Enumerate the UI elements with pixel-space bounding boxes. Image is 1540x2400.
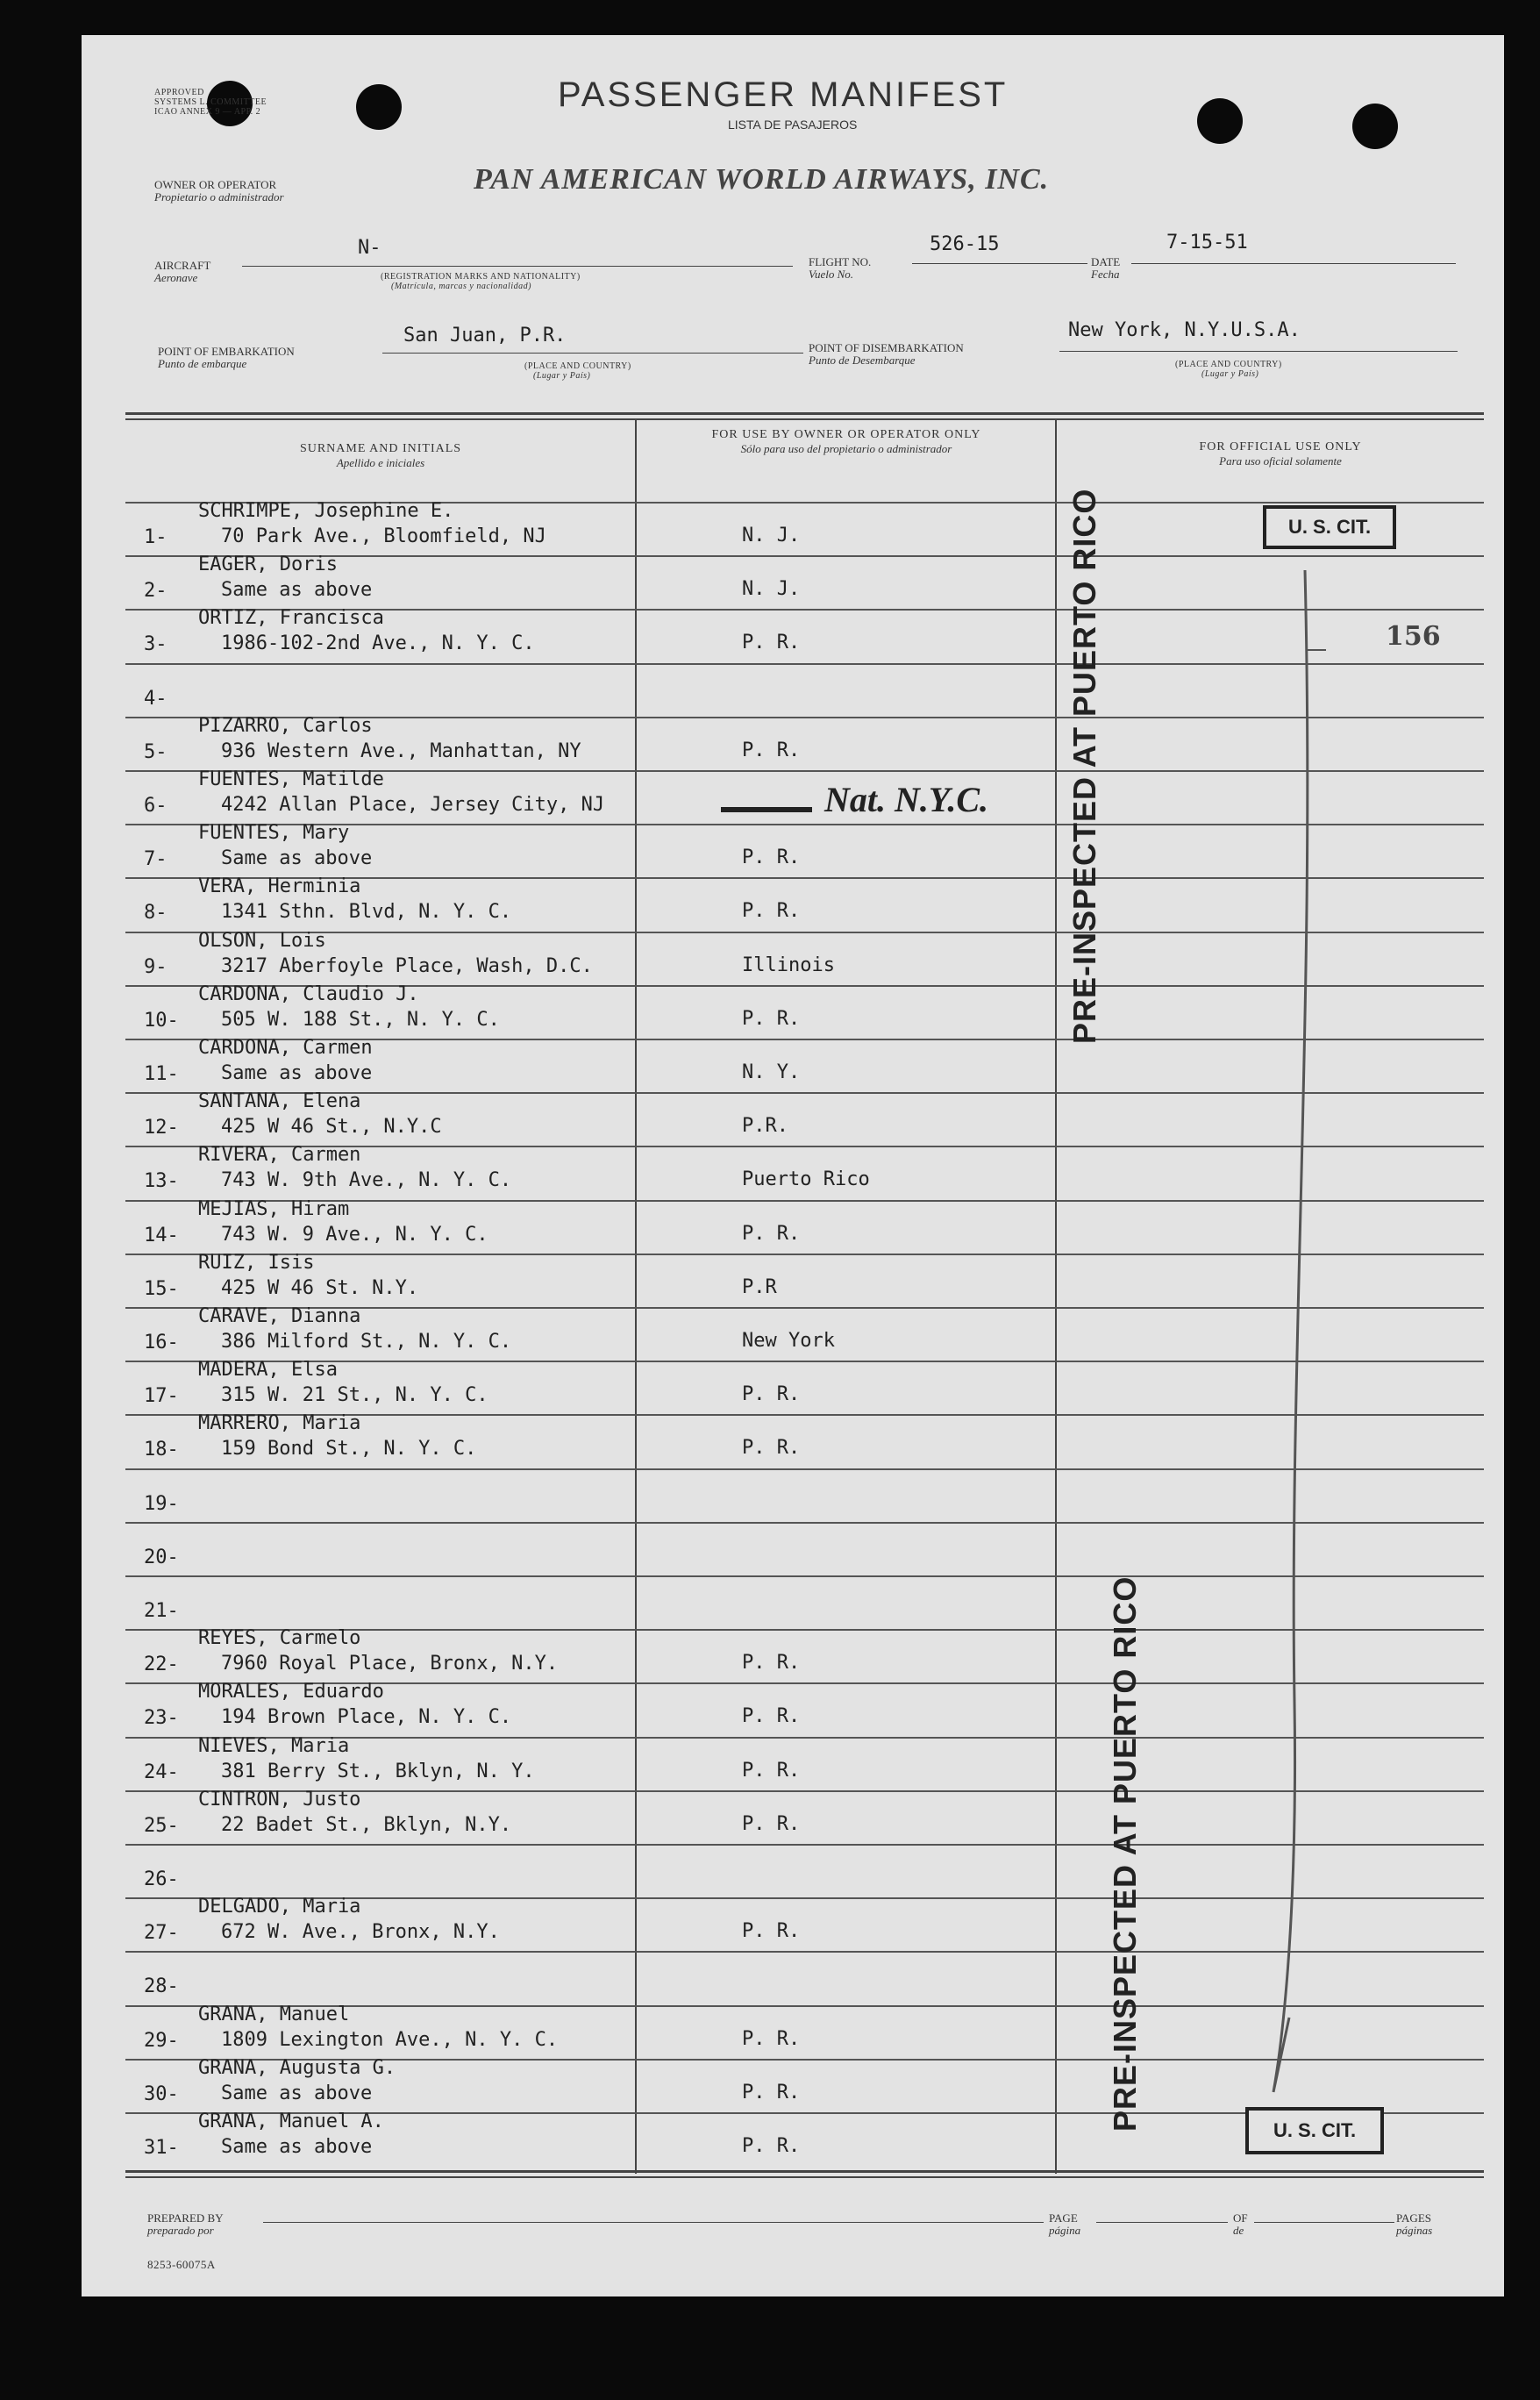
of-label-es: de	[1233, 2224, 1244, 2237]
passenger-address: Same as above	[221, 847, 373, 869]
form-code: 8253-60075A	[147, 2258, 216, 2271]
passenger-address: Same as above	[221, 2082, 373, 2104]
passenger-origin: P. R.	[742, 1760, 801, 1782]
date-value: 7-15-51	[1166, 232, 1248, 254]
prepared-by-label: PREPARED BY	[147, 2211, 224, 2225]
column-divider	[635, 419, 637, 2174]
date-label-es: Fecha	[1091, 268, 1120, 281]
row-number: 3-	[144, 633, 168, 655]
registration-caption: (REGISTRATION MARKS AND NATIONALITY)	[381, 272, 581, 282]
place-caption-es: (Lugar y País)	[1201, 369, 1259, 379]
flight-label: FLIGHT NO.	[809, 255, 872, 268]
aircraft-value: N-	[358, 237, 381, 259]
divider	[382, 353, 803, 354]
column-header-text: SURNAME AND INITIALS	[299, 442, 462, 455]
table-bottom-rule	[125, 2176, 1484, 2178]
passenger-origin: P. R.	[742, 632, 801, 654]
row-number: 11-	[144, 1063, 179, 1085]
passenger-origin: P. R.	[742, 2135, 801, 2157]
passenger-name: SCHRIMPE, Josephine E.	[198, 500, 454, 522]
row-number: 13-	[144, 1170, 179, 1192]
registration-caption-es: (Matrícula, marcas y nacionalidad)	[391, 282, 531, 291]
passenger-origin: Puerto Rico	[742, 1168, 870, 1190]
passenger-name: GRANA, Manuel	[198, 2004, 350, 2025]
passenger-origin: P. R.	[742, 1008, 801, 1030]
approval-block	[154, 88, 365, 117]
page-label: PAGE	[1049, 2211, 1078, 2225]
passenger-name: DELGADO, Maria	[198, 1896, 361, 1918]
row-number: 10-	[144, 1010, 179, 1032]
place-caption-es: (Lugar y País)	[533, 371, 591, 381]
disembark-value: New York, N.Y.U.S.A.	[1068, 319, 1301, 341]
table-bottom-rule	[125, 2170, 1484, 2173]
row-number: 21-	[144, 1600, 179, 1622]
divider	[1096, 2222, 1228, 2223]
passenger-origin: N. J.	[742, 525, 801, 546]
disembark-label: POINT OF DISEMBARKATION	[809, 341, 964, 354]
pages-label-es: páginas	[1396, 2224, 1433, 2237]
passenger-name: GRANA, Augusta G.	[198, 2057, 396, 2079]
row-number: 31-	[144, 2137, 179, 2159]
passenger-origin: P.R.	[742, 1115, 788, 1137]
passenger-origin: New York	[742, 1330, 835, 1352]
passenger-origin: P. R.	[742, 2028, 801, 2050]
row-number: 16-	[144, 1332, 179, 1354]
row-number: 9-	[144, 956, 168, 978]
passenger-address: 7960 Royal Place, Bronx, N.Y.	[221, 1653, 559, 1675]
punch-hole	[1352, 104, 1398, 149]
column-header-text-es: Para uso oficial solamente	[1219, 454, 1342, 468]
passenger-address: 672 W. Ave., Bronx, N.Y.	[221, 1921, 500, 1943]
passenger-name: FUENTES, Mary	[198, 822, 350, 844]
passenger-name: REYES, Carmelo	[198, 1627, 361, 1649]
passenger-name: MEJIAS, Hiram	[198, 1198, 350, 1220]
passenger-origin: P. R.	[742, 900, 801, 922]
row-number: 26-	[144, 1868, 179, 1890]
table-top-rule	[125, 412, 1484, 415]
passenger-address: 70 Park Ave., Bloomfield, NJ	[221, 525, 546, 547]
row-number: 19-	[144, 1493, 179, 1515]
passenger-address: 194 Brown Place, N. Y. C.	[221, 1706, 512, 1728]
row-number: 17-	[144, 1385, 179, 1407]
divider	[242, 266, 793, 267]
passenger-name: OLSON, Lois	[198, 930, 326, 952]
passenger-name: SANTANA, Elena	[198, 1090, 361, 1112]
passenger-origin: P. R.	[742, 1437, 801, 1459]
row-number: 1-	[144, 526, 168, 548]
passenger-address: 936 Western Ave., Manhattan, NY	[221, 740, 581, 762]
divider	[1254, 2222, 1394, 2223]
approval-line: SYSTEMS L. COMMITTEE	[154, 97, 267, 107]
row-number: 27-	[144, 1922, 179, 1944]
passenger-origin: P. R.	[742, 846, 801, 868]
passenger-name: VERA, Herminia	[198, 875, 361, 897]
row-number: 8-	[144, 902, 168, 924]
passenger-origin: P. R.	[742, 1223, 801, 1245]
embark-label-es: Punto de embarque	[158, 357, 247, 370]
pencil-bracket-line	[1254, 561, 1324, 2105]
row-number: 24-	[144, 1761, 179, 1783]
approval-line: APPROVED	[154, 88, 204, 97]
preinspected-stamp: PRE-INSPECTED AT PUERTO RICO	[1107, 1575, 1143, 2132]
passenger-address: 1341 Sthn. Blvd, N. Y. C.	[221, 901, 512, 923]
date-label: DATE	[1091, 255, 1121, 268]
us-citizen-stamp: U. S. CIT.	[1263, 505, 1396, 549]
page-label-es: página	[1049, 2224, 1081, 2237]
passenger-name: ORTIZ, Francisca	[198, 607, 384, 629]
disembark-label-es: Punto de Desembarque	[809, 354, 916, 367]
column-divider	[1055, 419, 1057, 2174]
passenger-name: CARAVE, Dianna	[198, 1305, 361, 1327]
passenger-origin: P. R.	[742, 1813, 801, 1835]
passenger-origin: N. J.	[742, 578, 801, 600]
passenger-address: Same as above	[221, 1062, 373, 1084]
passenger-name: MARRERO, Maria	[198, 1412, 361, 1434]
embark-value: San Juan, P.R.	[403, 325, 567, 346]
passenger-count: 156	[1386, 621, 1441, 652]
divider	[263, 2222, 1044, 2223]
embark-label: POINT OF EMBARKATION	[158, 345, 295, 358]
row-number: 2-	[144, 580, 168, 602]
passenger-address: Same as above	[221, 2136, 373, 2158]
row-number: 25-	[144, 1815, 179, 1837]
divider	[1059, 351, 1458, 352]
aircraft-label: AIRCRAFT	[154, 259, 211, 272]
passenger-origin: P. R.	[742, 1383, 801, 1405]
passenger-address: 1809 Lexington Ave., N. Y. C.	[221, 2029, 559, 2051]
prepared-by-label-es: preparado por	[147, 2224, 214, 2237]
row-number: 28-	[144, 1975, 179, 1997]
row-number: 29-	[144, 2030, 179, 2052]
passenger-address: 505 W. 188 St., N. Y. C.	[221, 1009, 500, 1031]
passenger-name: RUIZ, Isis	[198, 1252, 315, 1274]
owner-label: OWNER OR OPERATOR	[154, 178, 277, 191]
passenger-address: 4242 Allan Place, Jersey City, NJ	[221, 794, 605, 816]
passenger-address: 386 Milford St., N. Y. C.	[221, 1331, 512, 1353]
aircraft-label-es: Aeronave	[154, 271, 198, 284]
passenger-name: PIZARRO, Carlos	[198, 715, 373, 737]
passenger-address: 22 Badet St., Bklyn, N.Y.	[221, 1814, 512, 1836]
row-number: 4-	[144, 688, 168, 710]
passenger-origin: Illinois	[742, 954, 835, 976]
of-label: OF	[1233, 2211, 1248, 2225]
handwritten-note: Nat. N.Y.C.	[824, 780, 989, 819]
passenger-name: FUENTES, Matilde	[198, 768, 384, 790]
passenger-name: NIEVES, Maria	[198, 1735, 350, 1757]
column-header-owner-use	[702, 428, 991, 456]
passenger-address: 381 Berry St., Bklyn, N. Y.	[221, 1761, 535, 1782]
us-citizen-stamp: U. S. CIT.	[1245, 2107, 1384, 2154]
row-number: 20-	[144, 1546, 179, 1568]
row-number: 7-	[144, 848, 168, 870]
passenger-address: 1986-102-2nd Ave., N. Y. C.	[221, 632, 535, 654]
divider	[1131, 263, 1456, 264]
divider	[912, 263, 1087, 264]
flight-label-es: Vuelo No.	[809, 268, 854, 281]
passenger-origin: P. R.	[742, 1920, 801, 1942]
passenger-origin: N. Y.	[742, 1061, 801, 1083]
passenger-name: MADERA, Elsa	[198, 1359, 338, 1381]
row-number: 23-	[144, 1707, 179, 1729]
passenger-origin: P.R	[742, 1276, 777, 1298]
passenger-address: 425 W 46 St., N.Y.C	[221, 1116, 442, 1138]
row-number: 14-	[144, 1225, 179, 1246]
column-header-text: FOR OFFICIAL USE ONLY	[1199, 440, 1362, 454]
column-header-text-es: Apellido e iniciales	[336, 456, 425, 469]
column-header-surname	[127, 442, 634, 470]
passenger-address: Same as above	[221, 579, 373, 601]
pages-label: PAGES	[1396, 2211, 1431, 2225]
row-number: 5-	[144, 741, 168, 763]
strikethrough-mark	[721, 807, 812, 812]
passenger-address: 425 W 46 St. N.Y.	[221, 1277, 419, 1299]
passenger-address: 3217 Aberfoyle Place, Wash, D.C.	[221, 955, 593, 977]
flight-value: 526-15	[930, 233, 1000, 255]
column-header-official-use	[1140, 440, 1421, 468]
column-header-text-es: Sólo para uso del propietario o administrador	[740, 442, 952, 455]
passenger-origin: P. R.	[742, 1652, 801, 1674]
passenger-origin: P. R.	[742, 1705, 801, 1727]
column-header-text: FOR USE BY OWNER OR OPERATOR ONLY	[711, 428, 981, 441]
preinspected-stamp: PRE-INSPECTED AT PUERTO RICO	[1066, 488, 1102, 1044]
place-caption: (PLACE AND COUNTRY)	[524, 361, 631, 371]
passenger-name: GRANA, Manuel A.	[198, 2111, 384, 2132]
place-caption: (PLACE AND COUNTRY)	[1175, 360, 1282, 369]
passenger-origin: P. R.	[742, 2082, 801, 2104]
table-top-rule	[125, 418, 1484, 420]
passenger-address: 315 W. 21 St., N. Y. C.	[221, 1384, 488, 1406]
passenger-address: 743 W. 9th Ave., N. Y. C.	[221, 1169, 512, 1191]
passenger-address: 159 Bond St., N. Y. C.	[221, 1438, 477, 1460]
passenger-name: RIVERA, Carmen	[198, 1144, 361, 1166]
count-mark	[1307, 649, 1326, 651]
owner-label-es: Propietario o administrador	[154, 190, 284, 204]
row-number: 15-	[144, 1278, 179, 1300]
row-number: 12-	[144, 1117, 179, 1139]
passenger-name: CARDONA, Claudio J.	[198, 983, 419, 1005]
passenger-name: CARDONA, Carmen	[198, 1037, 373, 1059]
row-number: 6-	[144, 795, 168, 817]
passenger-name: CINTRON, Justo	[198, 1789, 361, 1811]
page-title: PASSENGER MANIFEST	[558, 75, 1009, 114]
row-number: 22-	[144, 1654, 179, 1675]
row-number: 18-	[144, 1439, 179, 1461]
row-number: 30-	[144, 2083, 179, 2105]
page-subtitle: LISTA DE PASAJEROS	[728, 118, 858, 132]
punch-hole	[1197, 98, 1243, 144]
passenger-address: 743 W. 9 Ave., N. Y. C.	[221, 1224, 488, 1246]
operator-name: PAN AMERICAN WORLD AIRWAYS, INC.	[474, 163, 1050, 196]
approval-line: ICAO ANNEX 9 — APP. 2	[154, 107, 261, 117]
passenger-name: EAGER, Doris	[198, 554, 338, 575]
passenger-name: MORALES, Eduardo	[198, 1681, 384, 1703]
passenger-origin: P. R.	[742, 739, 801, 761]
